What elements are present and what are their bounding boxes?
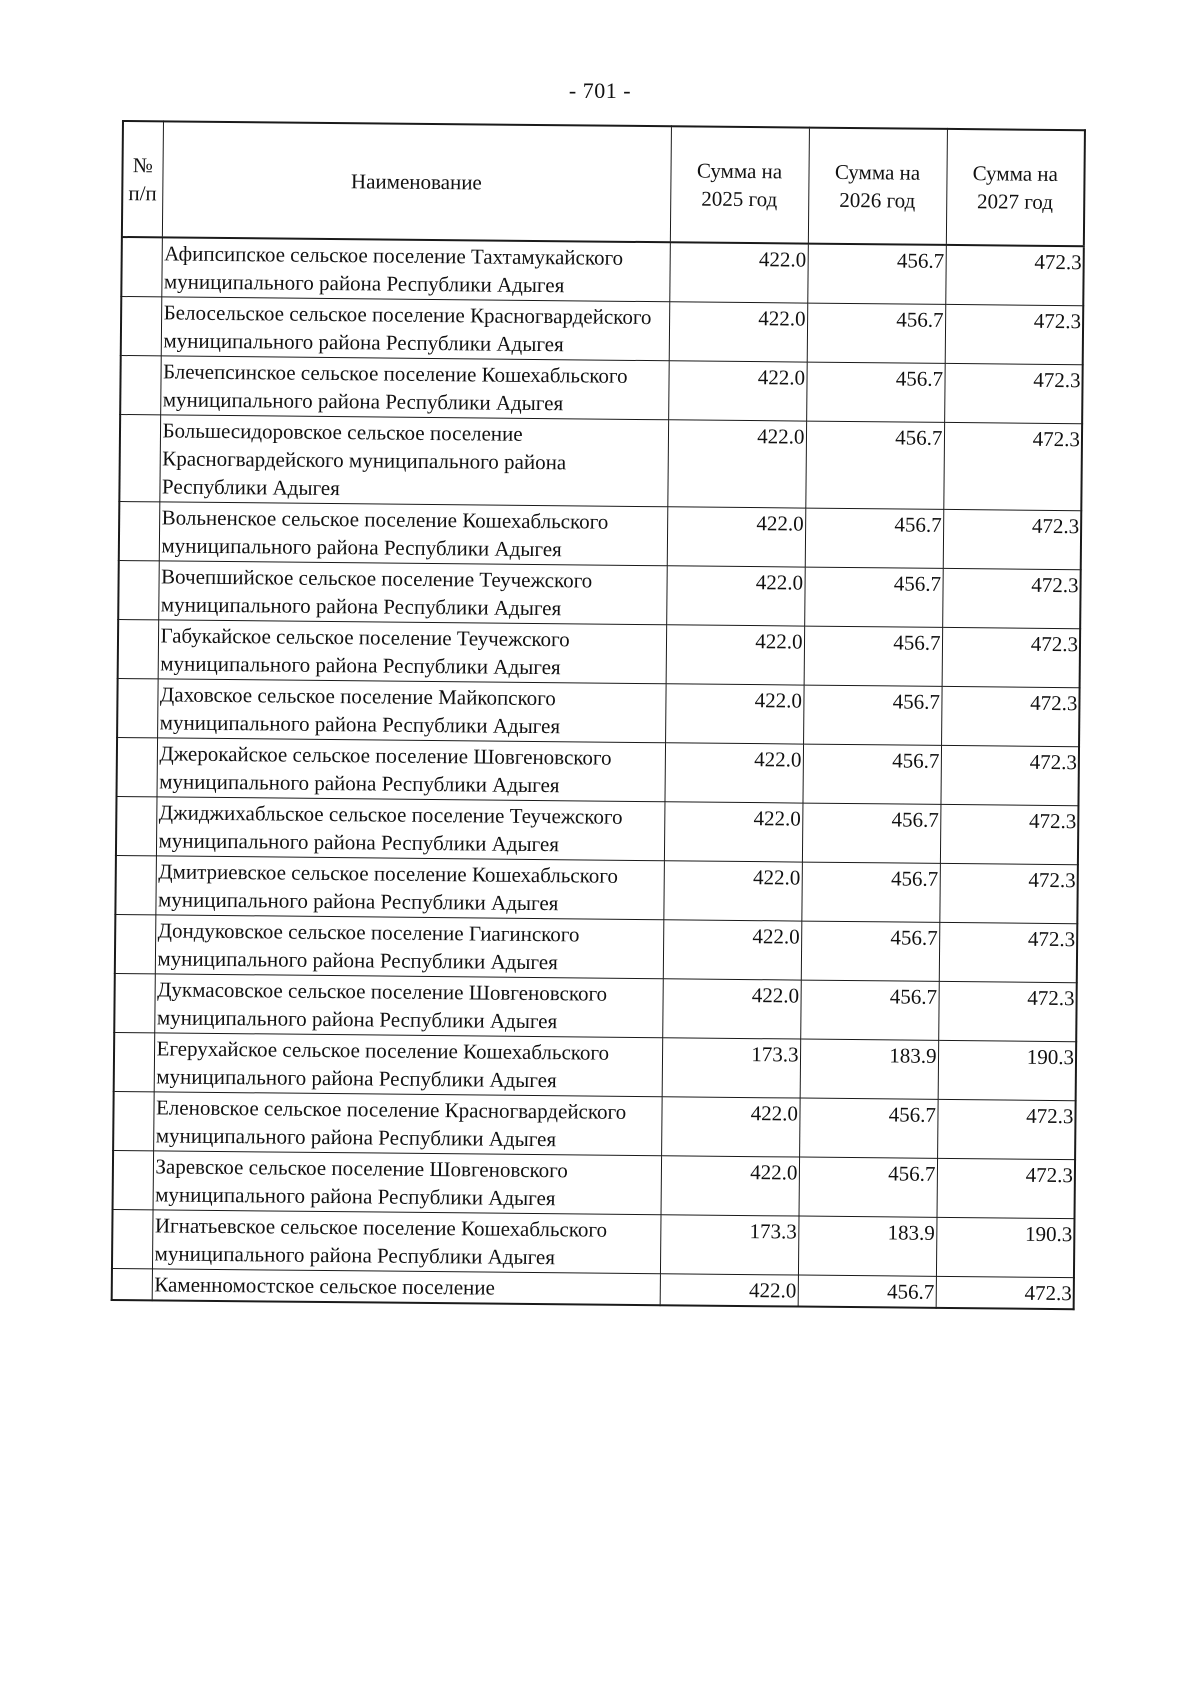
row-value-y2026: 456.7: [807, 303, 946, 363]
row-name-cell: Джерокайское сельское поселение Шовгеновского муниципального района Республики Адыгея: [157, 738, 666, 802]
row-value-y2026: 456.7: [799, 1098, 938, 1158]
row-value-y2027: 190.3: [936, 1217, 1075, 1277]
header-2027-label: Сумма на 2027 год: [972, 161, 1059, 214]
row-value-y2025: 173.3: [662, 1038, 801, 1098]
row-value-y2026: 456.7: [805, 421, 944, 509]
header-2025-label: Сумма на 2025 год: [696, 158, 783, 212]
row-number-cell: [118, 619, 159, 678]
table-row: [118, 619, 1081, 687]
row-name-cell: Егерухайское сельское поселение Кошехабльского муниципального района Республики Адыгея: [154, 1033, 663, 1097]
row-value-y2025: 422.0: [669, 242, 808, 303]
row-name-cell: Даховское сельское поселение Майкопского муниципального района Республики Адыгея: [157, 679, 666, 743]
row-value-y2025: 422.0: [664, 802, 803, 862]
header-num-label: № п/п: [128, 153, 157, 206]
table-row: [113, 1091, 1076, 1159]
row-name-cell: Афипсипское сельское поселение Тахтамукайского муниципального района Республики Адыгея: [161, 237, 670, 301]
row-value-y2025: 422.0: [660, 1274, 798, 1307]
row-number-cell: [112, 1209, 153, 1268]
row-value-y2027: 472.3: [942, 627, 1081, 687]
allocation-table-wrapper: [111, 120, 1084, 1310]
row-name-cell: Игнатьевское сельское поселение Кошехабльского муниципального района Республики Адыгея: [152, 1210, 661, 1274]
row-name-cell: Дукмасовское сельское поселение Шовгеновского муниципального района Республики Адыгея: [154, 974, 663, 1038]
row-name-cell: Дмитриевское сельское поселение Кошехабльского муниципального района Республики Адыгея: [155, 856, 664, 920]
row-number-cell: [114, 1032, 155, 1091]
row-number-cell: [117, 678, 158, 737]
table-row: [119, 414, 1082, 510]
row-value-y2026: 456.7: [800, 980, 939, 1040]
row-value-y2026: 456.7: [804, 626, 943, 686]
row-value-y2026: 456.7: [802, 803, 941, 863]
row-value-y2027: 472.3: [939, 922, 1078, 982]
row-number-cell: [113, 1150, 154, 1209]
row-name-cell: Вочепшийское сельское поселение Теучежского муниципального района Республики Адыгея: [158, 561, 667, 625]
row-value-y2026: 456.7: [804, 567, 943, 627]
table-body: [112, 237, 1084, 1309]
allocation-table: [111, 120, 1086, 1310]
row-value-y2026: 456.7: [805, 508, 944, 568]
row-value-y2027: 472.3: [941, 686, 1080, 746]
row-value-y2025: 422.0: [668, 361, 807, 421]
row-value-y2027: 472.3: [943, 509, 1082, 569]
row-value-y2027: 472.3: [940, 804, 1079, 864]
table-row: [114, 973, 1077, 1041]
row-value-y2026: 456.7: [803, 685, 942, 745]
row-value-y2027: 472.3: [945, 245, 1084, 306]
row-name-cell: Вольненское сельское поселение Кошехабльского муниципального района Республики Адыгея: [159, 502, 668, 566]
table-row: [112, 1209, 1075, 1277]
row-value-y2027: 472.3: [942, 568, 1081, 628]
table-row: [113, 1150, 1076, 1218]
row-value-y2025: 422.0: [667, 507, 806, 567]
row-number-cell: [117, 737, 158, 796]
row-value-y2025: 422.0: [667, 420, 806, 508]
row-value-y2026: 183.9: [798, 1216, 937, 1276]
row-value-y2027: 472.3: [938, 981, 1077, 1041]
row-value-y2026: 456.7: [801, 862, 940, 922]
row-value-y2025: 422.0: [665, 684, 804, 744]
header-2026: [808, 128, 947, 245]
row-number-cell: [120, 355, 161, 414]
header-row: [122, 121, 1085, 246]
table-header: [122, 121, 1085, 246]
page-number: - 701 -: [568, 78, 632, 103]
row-value-y2025: 422.0: [666, 625, 805, 685]
row-value-y2025: 422.0: [664, 743, 803, 803]
header-2026-label: Сумма на 2026 год: [834, 159, 921, 213]
row-value-y2026: 456.7: [798, 1275, 936, 1308]
row-value-y2027: 472.3: [937, 1099, 1076, 1159]
table-row: [121, 297, 1084, 365]
table-row: [119, 501, 1082, 569]
table-row: [115, 855, 1078, 923]
table-row: [116, 796, 1079, 864]
row-number-cell: [115, 855, 156, 914]
header-2027: [946, 129, 1085, 246]
header-2025: [670, 126, 809, 243]
row-value-y2026: 456.7: [799, 1157, 938, 1217]
table-row: [118, 560, 1081, 628]
row-name-cell: Джиджихабльское сельское поселение Теучежского муниципального района Республики Адыгея: [156, 797, 665, 861]
table-row: [115, 914, 1078, 982]
row-value-y2025: 422.0: [662, 979, 801, 1039]
row-value-y2025: 173.3: [660, 1215, 799, 1275]
row-number-cell: [115, 914, 156, 973]
row-value-y2027: 472.3: [936, 1276, 1074, 1309]
row-number-cell: [113, 1091, 154, 1150]
row-value-y2026: 456.7: [806, 362, 945, 422]
row-number-cell: [118, 560, 159, 619]
table-row: [114, 1032, 1077, 1100]
row-number-cell: [119, 414, 160, 501]
row-name-cell: Белосельское сельское поселение Красногвардейского муниципального района Республики Адыгея: [161, 297, 670, 361]
row-name-cell: Каменномостское сельское поселение: [152, 1269, 660, 1305]
row-name-cell: Дондуковское сельское поселение Гиагинского муниципального района Республики Адыгея: [155, 915, 664, 979]
row-value-y2026: 456.7: [801, 921, 940, 981]
row-value-y2027: 472.3: [937, 1158, 1076, 1218]
row-number-cell: [114, 973, 155, 1032]
table-row: [121, 237, 1084, 306]
row-number-cell: [116, 796, 157, 855]
row-value-y2027: 472.3: [945, 304, 1084, 364]
row-value-y2027: 190.3: [938, 1040, 1077, 1100]
row-number-cell: [121, 237, 162, 297]
header-name-label: Наименование: [350, 169, 482, 195]
row-value-y2025: 422.0: [666, 566, 805, 626]
row-name-cell: Габукайское сельское поселение Теучежского муниципального района Республики Адыгея: [158, 620, 667, 684]
row-value-y2025: 422.0: [663, 920, 802, 980]
row-value-y2025: 422.0: [663, 861, 802, 921]
row-value-y2027: 472.3: [940, 745, 1079, 805]
table-row: [120, 355, 1083, 423]
row-value-y2025: 422.0: [669, 302, 808, 362]
row-number-cell: [112, 1268, 152, 1300]
row-value-y2026: 456.7: [807, 244, 946, 305]
row-value-y2025: 422.0: [661, 1156, 800, 1216]
row-value-y2027: 472.3: [944, 363, 1083, 423]
row-name-cell: Большесидоровское сельское поселение Красногвардейского муниципального района Республики Адыгея: [159, 415, 668, 507]
row-value-y2026: 183.9: [800, 1039, 939, 1099]
row-name-cell: Заревское сельское поселение Шовгеновского муниципального района Республики Адыгея: [153, 1151, 662, 1215]
table-row: [117, 737, 1080, 805]
table-row: [117, 678, 1080, 746]
row-number-cell: [119, 501, 160, 560]
header-num: [122, 121, 163, 237]
row-number-cell: [121, 297, 162, 356]
row-value-y2027: 472.3: [943, 422, 1082, 510]
row-value-y2025: 422.0: [661, 1097, 800, 1157]
row-value-y2026: 456.7: [802, 744, 941, 804]
row-name-cell: Блечепсинское сельское поселение Кошехабльского муниципального района Республики Адыгея: [160, 356, 669, 420]
header-name: [162, 121, 671, 242]
row-name-cell: Еленовское сельское поселение Красногвардейского муниципального района Республики Адыгея: [153, 1092, 662, 1156]
row-value-y2027: 472.3: [939, 863, 1078, 923]
